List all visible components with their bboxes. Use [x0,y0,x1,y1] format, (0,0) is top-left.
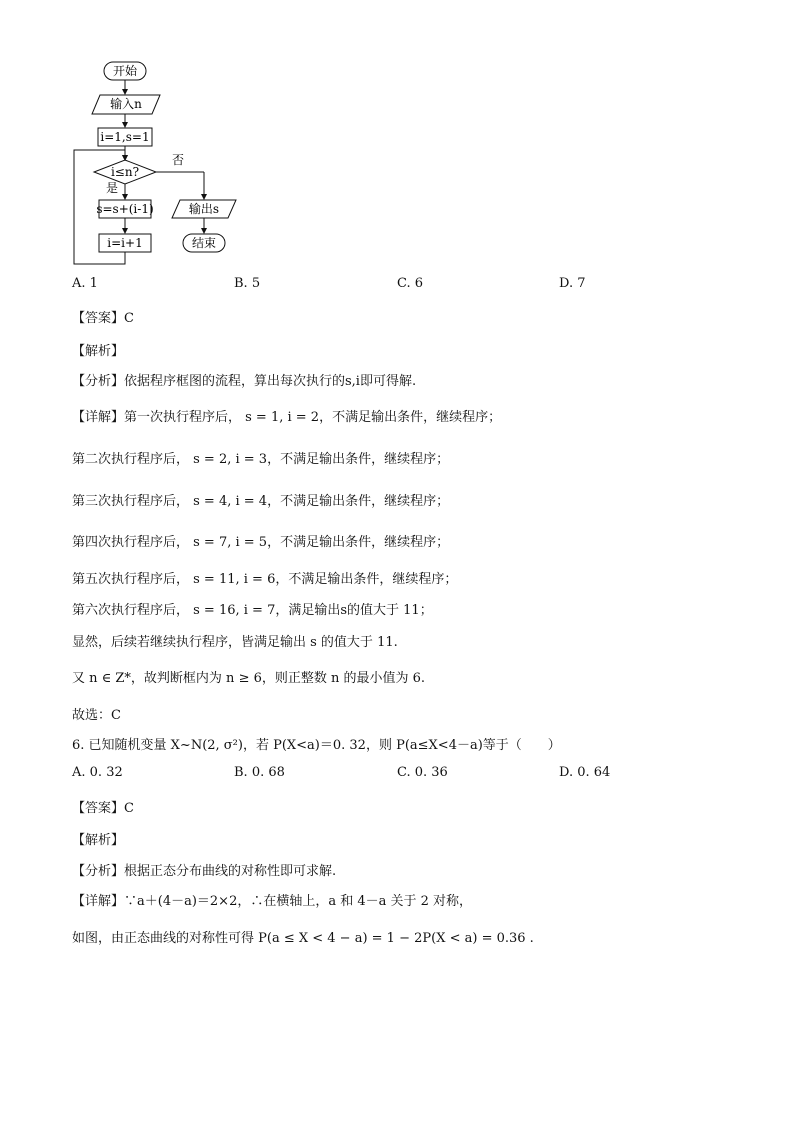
q6-symmetry: 如图，由正态曲线的对称性可得 P(a ≤ X < 4 − a) = 1 − 2P(X < a) = 0.36 . [72,931,534,946]
init-label: i=1,s=1 [100,130,150,144]
output-label: 输出s [188,202,220,216]
flowchart [60,56,280,272]
q5-option-b: B. 5 [234,276,261,291]
q6-option-b: B. 0. 68 [234,765,285,780]
q6-option-a: A. 0. 32 [72,765,123,780]
q5-choice: 故选：C [72,708,121,723]
q5-answer: 【答案】C [72,311,134,326]
q5-detail: 【详解】第一次执行程序后， s = 1, i = 2，不满足输出条件，继续程序； [72,410,502,425]
q5-step-4: 第四次执行程序后， s = 7, i = 5，不满足输出条件，继续程序； [72,535,450,550]
q5-option-d: D. 7 [559,276,586,291]
q5-step-2: 第二次执行程序后， s = 2, i = 3，不满足输出条件，继续程序； [72,452,450,467]
q5-fenxi: 【分析】依据程序框图的流程，算出每次执行的s,i即可得解. [72,374,417,389]
update-s-label: s=s+(i-1) [96,202,154,216]
q6-option-d: D. 0. 64 [559,765,611,780]
input-label: 输入n [110,97,142,111]
flowchart-svg [60,56,280,272]
q6-detail: 【详解】∵a＋(4－a)＝2×2，∴在横轴上，a 和 4－a 关于 2 对称， [72,894,473,909]
q5-range: 又 n ∈ Z*，故判断框内为 n ≥ 6，则正整数 n 的最小值为 6. [72,671,426,686]
q6-option-c: C. 0. 36 [397,765,448,780]
yes-label: 是 [106,181,119,195]
q6-fenxi: 【分析】根据正态分布曲线的对称性即可求解. [72,864,337,879]
q5-option-a: A. 1 [72,276,98,291]
decision-label: i≤n? [110,165,140,179]
q5-analysis-heading: 【解析】 [72,344,125,359]
q6-analysis-heading: 【解析】 [72,833,125,848]
end-label: 结束 [191,236,217,250]
update-i-label: i=i+1 [107,236,143,250]
q5-step-3: 第三次执行程序后， s = 4, i = 4，不满足输出条件，继续程序； [72,494,450,509]
q5-conclusion: 显然，后续若继续执行程序，皆满足输出 s 的值大于 11. [72,635,398,650]
no-label: 否 [172,153,185,167]
q5-step-6: 第六次执行程序后， s = 16, i = 7，满足输出s的值大于 11； [72,603,433,618]
q5-option-c: C. 6 [397,276,424,291]
q6-answer: 【答案】C [72,801,134,816]
q5-step-5: 第五次执行程序后， s = 11, i = 6，不满足输出条件，继续程序； [72,572,458,587]
q6-stem: 6. 已知随机变量 X~N(2, σ²)，若 P(X<a)＝0. 32，则 P(a≤X<4－a)等于（ ） [72,738,561,753]
start-label: 开始 [112,64,138,78]
